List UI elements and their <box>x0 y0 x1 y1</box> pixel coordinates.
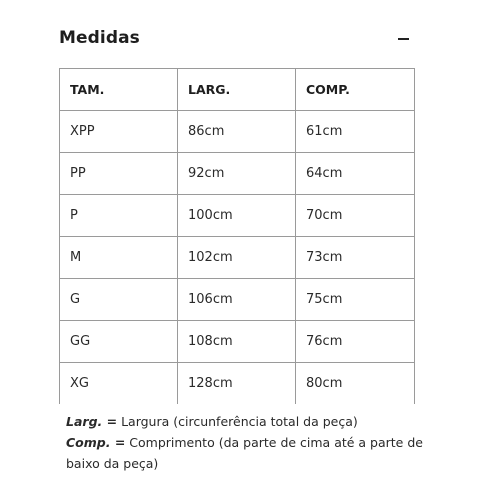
cell-width: 92cm <box>178 153 296 195</box>
cell-size: G <box>60 279 178 321</box>
table-row <box>60 321 415 363</box>
section-title: Medidas <box>59 28 140 48</box>
cell-width: 108cm <box>178 321 296 363</box>
cell-length: 64cm <box>296 153 415 195</box>
cell-length: 70cm <box>296 195 415 237</box>
legend-width <box>66 411 426 432</box>
cell-size: P <box>60 195 178 237</box>
cell-width: 106cm <box>178 279 296 321</box>
cell-length: 80cm <box>296 363 415 405</box>
cell-length: 73cm <box>296 237 415 279</box>
legend-length-term: Comp. = <box>66 435 126 450</box>
cell-size: M <box>60 237 178 279</box>
cell-size: PP <box>60 153 178 195</box>
cell-width: 100cm <box>178 195 296 237</box>
column-header-size: TAM. <box>60 69 178 111</box>
cell-length: 76cm <box>296 321 415 363</box>
legend-width-text: Largura (circunferência total da peça) <box>117 414 358 429</box>
cell-length: 61cm <box>296 111 415 153</box>
legend-length-text: Comprimento (da parte de cima até a parte de baixo da peça) <box>66 435 423 471</box>
size-table <box>59 68 415 404</box>
legend-width-term: Larg. = <box>66 414 118 429</box>
cell-length: 75cm <box>296 279 415 321</box>
cell-size: XPP <box>60 111 178 153</box>
measurements-section-header[interactable] <box>59 26 414 54</box>
table-row <box>60 237 415 279</box>
measurement-legend <box>66 411 426 474</box>
table-row <box>60 195 415 237</box>
cell-width: 128cm <box>178 363 296 405</box>
table-row <box>60 279 415 321</box>
table-row <box>60 363 415 405</box>
cell-width: 86cm <box>178 111 296 153</box>
table-header-row <box>60 69 415 111</box>
collapse-minus-icon[interactable] <box>396 30 414 48</box>
column-header-width: LARG. <box>178 69 296 111</box>
cell-size: XG <box>60 363 178 405</box>
table-row <box>60 153 415 195</box>
cell-size: GG <box>60 321 178 363</box>
column-header-length: COMP. <box>296 69 415 111</box>
table-row <box>60 111 415 153</box>
cell-width: 102cm <box>178 237 296 279</box>
legend-length <box>66 432 426 474</box>
